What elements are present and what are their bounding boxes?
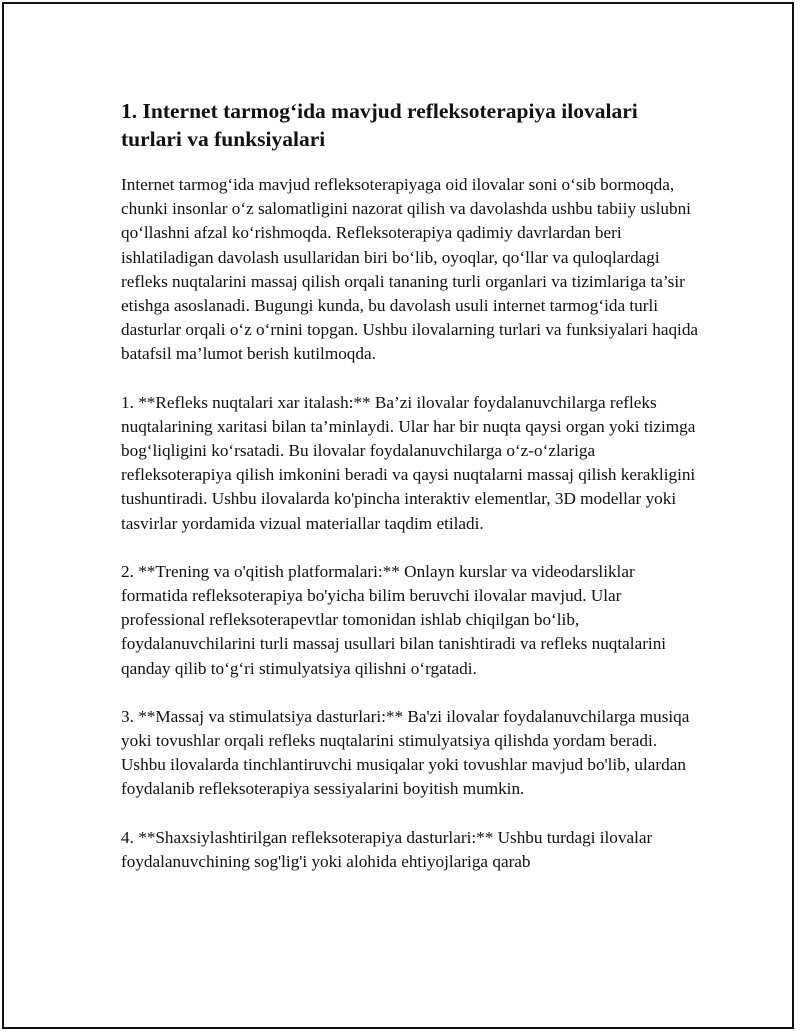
document-page: [2, 2, 794, 1029]
intro-paragraph: Internet tarmog‘ida mavjud refleksoterapiyaga oid ilovalar soni o‘sib bormoqda, chunki insonlar o‘z salomatligini nazorat qilish va davolashda ushbu tabiiy uslubni qo‘llashni afzal ko‘rishmoqda. Refleksoterapiya qadimiy davrlardan beri ishlatiladigan davolash usullaridan biri bo‘lib, oyoqlar, qo‘llar va quloqlardagi refleks nuqtalarini massaj qilish orqali tananing turli organlari va tizimlariga ta’sir etishga asoslanadi. Bugungi kunda, bu davolash usuli internet tarmog‘ida turli dasturlar orqali o‘z o‘rnini topgan. Ushbu ilovalarning turlari va funksiyalari haqida batafsil ma’lumot berish kutilmoqda.: [121, 175, 699, 364]
document-content: [121, 97, 701, 898]
paragraph-item-2: 2. **Trening va o'qitish platformalari:** Onlayn kurslar va videodarsliklar formatida refleksoterapiya bo'yicha bilim beruvchi ilovalar mavjud. Ular professional refleksoterapevtlar tomonidan ishlab chiqilgan bo‘lib, foydalanuvchilarini turli massaj usullari bilan tanishtiradi va refleks nuqtalarini qanday qilib to‘g‘ri stimulyatsiya qilishni o‘rgatadi.: [121, 561, 667, 678]
paragraph-item-3: 3. **Massaj va stimulatsiya dasturlari:** Ba'zi ilovalar foydalanuvchilarga musiqa yoki tovushlar orqali refleks nuqtalarini stimulyatsiya qilishda yordam beradi. Ushbu ilovalarda tinchlantiruvchi musiqalar yoki tovushlar mavjud bo'lib, ulardan foydalanib refleksoterapiya sessiyalarini boyitish mumkin.: [121, 706, 690, 799]
section-heading: 1. Internet tarmog‘ida mavjud refleksoterapiya ilovalari turlari va funksiyalari: [121, 99, 638, 151]
paragraph-item-4: 4. **Shaxsiylashtirilgan refleksoterapiya dasturlari:** Ushbu turdagi ilovalar foydalanuvchining sog'lig'i yoki alohida ehtiyojlariga qarab: [121, 827, 653, 871]
paragraph-item-1: 1. **Refleks nuqtalari xar italash:** Ba’zi ilovalar foydalanuvchilarga refleks nuqtalarining xaritasi bilan ta’minlaydi. Ular har bir nuqta qaysi organ yoki tizimga bog‘liqligini ko‘rsatadi. Bu ilovalar foydalanuvchilarga o‘z-o‘zlariga refleksoterapiya qilish imkonini beradi va qaysi nuqtalarni massaj qilish kerakligini tushuntiradi. Ushbu ilovalarda ko'pincha interaktiv elementlar, 3D modellar yoki tasvirlar yordamida vizual materiallar taqdim etiladi.: [121, 392, 696, 533]
